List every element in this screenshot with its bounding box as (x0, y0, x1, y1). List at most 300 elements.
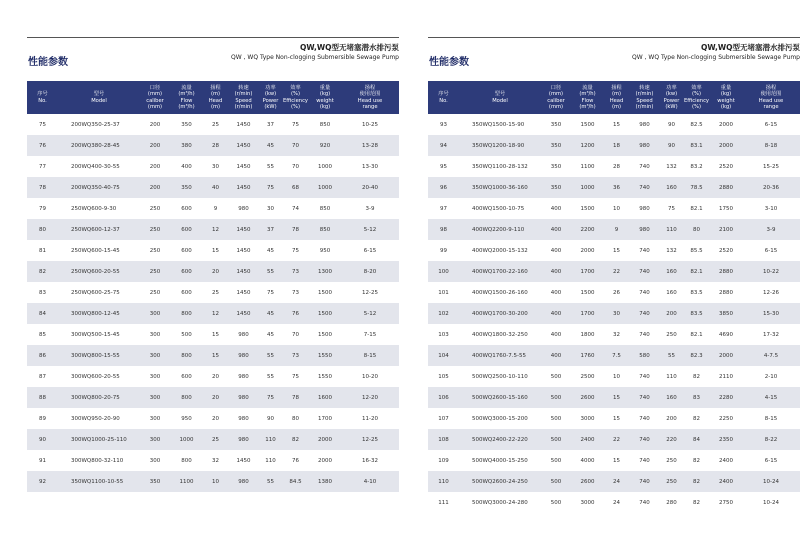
cell-head: 20 (212, 394, 219, 401)
header-line: Model (492, 97, 508, 104)
cell-power: 55 (267, 163, 274, 170)
header-line: (kg) (720, 104, 732, 110)
header-rule (27, 37, 399, 38)
header-caliber (140, 81, 170, 114)
cell-power: 200 (666, 415, 677, 422)
cell-caliber: 400 (550, 268, 562, 275)
cell-model: 500WQ2500-10-110 (472, 373, 528, 380)
cell-caliber: 200 (149, 142, 161, 149)
header-line: 流量 (582, 84, 593, 91)
cell-model: 300WQ800-32-110 (71, 457, 124, 464)
cell-speed: 740 (639, 478, 650, 485)
cell-head: 32 (212, 457, 219, 464)
product-title-en: QW , WQ Type Non-clogging Submersible Sewage Pump (231, 54, 399, 61)
cell-speed: 980 (238, 478, 249, 485)
table-row (27, 366, 399, 387)
header-line: (m) (611, 91, 622, 97)
cell-head-range: 5-12 (363, 226, 377, 233)
cell-flow: 2200 (580, 226, 595, 233)
cell-power: 55 (267, 352, 274, 359)
cell-weight: 2000 (719, 121, 733, 128)
cell-power: 132 (666, 163, 677, 170)
cell-head: 10 (613, 373, 620, 380)
header-model (459, 81, 541, 114)
header-line: 口径 (149, 84, 161, 91)
cell-efficiency: 74 (292, 205, 299, 212)
section-title: 性能参数 (429, 57, 469, 68)
table-row (27, 240, 399, 261)
cell-caliber: 400 (550, 205, 562, 212)
cell-efficiency: 82 (693, 499, 700, 506)
cell-flow: 600 (181, 226, 192, 233)
cell-weight: 2000 (719, 142, 733, 149)
cell-efficiency: 83.1 (690, 142, 703, 149)
cell-head-range: 10-22 (763, 268, 779, 275)
cell-caliber: 400 (550, 352, 562, 359)
cell-head: 15 (613, 247, 620, 254)
cell-model: 300WQ600-20-55 (71, 373, 120, 380)
cell-no: 89 (39, 415, 46, 422)
cell-power: 110 (265, 457, 276, 464)
cell-flow: 600 (181, 268, 192, 275)
cell-flow: 2500 (580, 373, 595, 380)
cell-speed: 740 (639, 373, 650, 380)
table-row (27, 303, 399, 324)
cell-head: 24 (613, 499, 620, 506)
header-line: 扬程 (364, 84, 376, 91)
cell-head: 15 (212, 247, 219, 254)
cell-weight: 2520 (719, 163, 733, 170)
header-line: 功率 (265, 84, 276, 91)
cell-caliber: 500 (550, 394, 562, 401)
table-row (428, 198, 800, 219)
cell-caliber: 300 (149, 457, 161, 464)
cell-speed: 740 (639, 184, 650, 191)
cell-flow: 3000 (580, 415, 595, 422)
cell-no: 103 (438, 331, 449, 338)
header-head (604, 81, 629, 114)
cell-speed: 980 (238, 373, 249, 380)
cell-no: 79 (39, 205, 46, 212)
cell-no: 91 (39, 457, 46, 464)
cell-no: 75 (39, 121, 46, 128)
table-row (428, 156, 800, 177)
cell-flow: 600 (181, 205, 192, 212)
cell-power: 45 (267, 142, 274, 149)
cell-efficiency: 85.5 (690, 247, 703, 254)
cell-efficiency: 82.1 (690, 268, 703, 275)
cell-power: 160 (666, 184, 677, 191)
cell-head: 9 (614, 226, 619, 233)
cell-flow: 1100 (580, 163, 595, 170)
cell-head: 15 (613, 121, 620, 128)
cell-head-range: 13-28 (362, 142, 378, 149)
cell-flow: 2000 (580, 247, 595, 254)
cell-head-range: 15-25 (763, 163, 779, 170)
cell-head-range: 12-25 (362, 436, 378, 443)
header-line: Speed (636, 97, 653, 104)
cell-caliber: 400 (550, 310, 562, 317)
cell-no: 108 (438, 436, 449, 443)
cell-weight: 1600 (318, 394, 332, 401)
cell-model: 350WQ1200-18-90 (472, 142, 525, 149)
header-line: (r/min) (234, 104, 253, 110)
cell-head-range: 8-22 (764, 436, 778, 443)
cell-power: 75 (267, 394, 274, 401)
header-line: weight (717, 97, 735, 104)
header-head-range (341, 81, 399, 114)
cell-head: 26 (613, 289, 620, 296)
cell-efficiency: 70 (292, 331, 299, 338)
cell-weight: 3850 (719, 310, 733, 317)
cell-head-range: 10-24 (763, 478, 779, 485)
cell-speed: 1450 (236, 184, 251, 191)
cell-head: 7.5 (612, 352, 621, 359)
cell-head-range: 15-30 (763, 310, 779, 317)
header-line: (%) (291, 104, 300, 110)
table-row (428, 303, 800, 324)
cell-weight: 2350 (719, 436, 733, 443)
header-line: 型号 (93, 91, 105, 97)
cell-head-range: 16-32 (362, 457, 378, 464)
cell-caliber: 350 (550, 184, 562, 191)
cell-efficiency: 83.5 (690, 289, 703, 296)
cell-speed: 740 (639, 436, 650, 443)
cell-efficiency: 82.1 (690, 205, 703, 212)
cell-head: 28 (212, 142, 219, 149)
cell-model: 300WQ500-15-45 (71, 331, 120, 338)
cell-model: 350WQ1100-10-55 (71, 478, 124, 485)
cell-head-range: 4-10 (363, 478, 377, 485)
cell-caliber: 500 (550, 457, 562, 464)
cell-speed: 980 (639, 226, 650, 233)
cell-weight: 1300 (318, 268, 332, 275)
product-title-cn: QW,WQ型无堵塞潜水排污泵 (700, 43, 800, 52)
cell-no: 80 (39, 226, 46, 233)
cell-caliber: 300 (149, 352, 161, 359)
cell-power: 37 (267, 121, 274, 128)
cell-power: 90 (668, 121, 675, 128)
cell-speed: 740 (639, 310, 650, 317)
cell-weight: 2100 (719, 226, 733, 233)
cell-head-range: 20-36 (763, 184, 779, 191)
table-row (428, 135, 800, 156)
cell-caliber: 400 (550, 247, 562, 254)
cell-model: 250WQ600-25-75 (71, 289, 120, 296)
cell-caliber: 350 (550, 121, 562, 128)
header-line: 转速 (238, 84, 249, 91)
cell-speed: 740 (639, 394, 650, 401)
cell-no: 93 (440, 121, 447, 128)
cell-flow: 1700 (580, 268, 595, 275)
cell-caliber: 250 (149, 226, 161, 233)
header-line: 序号 (37, 91, 48, 97)
header-line: (kW) (264, 104, 277, 110)
cell-efficiency: 82 (693, 415, 700, 422)
cell-head-range: 3-9 (365, 205, 375, 212)
cell-efficiency: 82 (292, 436, 299, 443)
cell-speed: 1450 (236, 163, 251, 170)
cell-model: 500WQ2400-22-220 (472, 436, 528, 443)
table-row (27, 114, 399, 135)
cell-power: 55 (668, 352, 675, 359)
cell-flow: 4000 (580, 457, 595, 464)
cell-flow: 3000 (580, 499, 595, 506)
cell-head: 25 (212, 289, 219, 296)
cell-head: 28 (613, 163, 620, 170)
cell-flow: 600 (181, 289, 192, 296)
cell-no: 86 (39, 352, 46, 359)
header-line: No. (38, 97, 47, 104)
header-line: (mm) (548, 91, 564, 97)
cell-model: 500WQ3000-24-280 (472, 499, 528, 506)
cell-head-range: 8-18 (764, 142, 778, 149)
product-title-en: QW , WQ Type Non-clogging Submersible Sewage Pump (632, 54, 800, 61)
cell-weight: 1000 (318, 163, 332, 170)
cell-model: 500WQ4000-15-250 (472, 457, 528, 464)
table-row (428, 492, 800, 513)
cell-model: 250WQ600-20-55 (71, 268, 120, 275)
cell-weight: 2000 (719, 352, 733, 359)
cell-head: 25 (212, 121, 219, 128)
cell-model: 400WQ1500-10-75 (472, 205, 525, 212)
header-line: (m³/h) (579, 104, 596, 110)
cell-flow: 500 (181, 331, 192, 338)
cell-power: 90 (668, 142, 675, 149)
cell-power: 30 (267, 205, 274, 212)
cell-no: 77 (39, 163, 46, 170)
cell-power: 160 (666, 289, 677, 296)
table-row (27, 450, 399, 471)
cell-no: 82 (39, 268, 46, 275)
header-line: Head (208, 97, 223, 104)
cell-no: 105 (438, 373, 449, 380)
cell-no: 84 (39, 310, 46, 317)
cell-weight: 950 (319, 247, 331, 254)
header-model (58, 81, 140, 114)
header-line: 型号 (494, 91, 506, 97)
cell-no: 87 (39, 373, 46, 380)
cell-flow: 2400 (580, 436, 595, 443)
cell-efficiency: 68 (292, 184, 299, 191)
cell-head-range: 6-15 (764, 457, 778, 464)
cell-weight: 2880 (719, 184, 733, 191)
cell-flow: 800 (181, 394, 192, 401)
cell-head: 30 (212, 163, 219, 170)
cell-model: 400WQ1800-32-250 (472, 331, 528, 338)
cell-weight: 1750 (719, 205, 733, 212)
cell-no: 85 (39, 331, 46, 338)
cell-flow: 1760 (580, 352, 595, 359)
cell-caliber: 300 (149, 373, 161, 380)
cell-flow: 1000 (580, 184, 595, 191)
cell-speed: 980 (238, 205, 249, 212)
cell-power: 160 (666, 268, 677, 275)
cell-head: 10 (613, 205, 620, 212)
table-row (27, 261, 399, 282)
header-line: Head (609, 97, 624, 104)
cell-caliber: 500 (550, 436, 562, 443)
cell-flow: 800 (181, 457, 192, 464)
cell-model: 400WQ1700-30-200 (472, 310, 528, 317)
cell-head-range: 8-15 (764, 415, 778, 422)
header-line: (kw) (665, 91, 678, 97)
cell-flow: 380 (181, 142, 192, 149)
cell-speed: 980 (238, 331, 249, 338)
cell-weight: 1380 (318, 478, 332, 485)
cell-model: 350WQ1100-28-132 (472, 163, 528, 170)
cell-caliber: 500 (550, 478, 562, 485)
cell-head-range: 3-10 (764, 205, 778, 212)
cell-power: 132 (666, 247, 677, 254)
cell-speed: 1450 (236, 289, 251, 296)
cell-flow: 1000 (179, 436, 194, 443)
cell-power: 75 (267, 289, 274, 296)
cell-head-range: 12-20 (362, 394, 378, 401)
cell-head: 9 (213, 205, 218, 212)
header-line: Model (91, 97, 107, 104)
cell-caliber: 400 (550, 226, 562, 233)
cell-caliber: 300 (149, 310, 161, 317)
cell-speed: 740 (639, 331, 650, 338)
cell-caliber: 200 (149, 163, 161, 170)
header-line: Power (663, 97, 680, 104)
header-line: 效率 (691, 84, 702, 91)
cell-head: 15 (212, 352, 219, 359)
cell-no: 101 (438, 289, 449, 296)
cell-flow: 350 (181, 184, 192, 191)
cell-head: 12 (212, 310, 219, 317)
cell-model: 400WQ2200-9-110 (472, 226, 525, 233)
cell-caliber: 300 (149, 394, 161, 401)
cell-head-range: 8-15 (363, 352, 377, 359)
cell-head: 22 (613, 436, 620, 443)
cell-head: 15 (613, 457, 620, 464)
cell-head: 12 (212, 226, 219, 233)
cell-flow: 1100 (179, 478, 194, 485)
header-line: Power (262, 97, 279, 104)
table-row (27, 156, 399, 177)
cell-head: 10 (212, 478, 219, 485)
cell-no: 88 (39, 394, 46, 401)
cell-model: 500WQ2600-24-250 (472, 478, 528, 485)
cell-weight: 2520 (719, 247, 733, 254)
header-line: (m³/h) (178, 91, 195, 97)
cell-efficiency: 75 (292, 373, 299, 380)
cell-speed: 740 (639, 247, 650, 254)
header-rule (428, 37, 800, 38)
cell-speed: 1450 (236, 142, 251, 149)
cell-efficiency: 78.5 (690, 184, 703, 191)
header-line: (kW) (665, 104, 678, 110)
header-line: caliber (547, 97, 565, 104)
table-header (428, 81, 800, 114)
cell-head-range: 6-15 (764, 247, 778, 254)
header-line: (r/min) (635, 104, 654, 110)
cell-flow: 800 (181, 310, 192, 317)
header-weight (309, 81, 341, 114)
header-line: (m) (210, 91, 221, 97)
cell-efficiency: 80 (693, 226, 700, 233)
cell-efficiency: 75 (292, 247, 299, 254)
cell-head: 25 (212, 436, 219, 443)
header-line: range (362, 104, 378, 110)
cell-head: 24 (613, 478, 620, 485)
left-page (27, 0, 399, 544)
cell-flow: 1800 (580, 331, 595, 338)
header-line: (%) (692, 104, 701, 110)
table-row (428, 429, 800, 450)
header-line: (kg) (720, 91, 732, 97)
cell-model: 250WQ600-12-37 (71, 226, 120, 233)
cell-efficiency: 82 (693, 457, 700, 464)
cell-power: 55 (267, 478, 274, 485)
cell-weight: 2000 (318, 457, 332, 464)
cell-caliber: 500 (550, 415, 562, 422)
cell-efficiency: 83.5 (690, 310, 703, 317)
cell-weight: 850 (319, 226, 331, 233)
header-no (27, 81, 58, 114)
table-row (27, 387, 399, 408)
cell-weight: 850 (319, 205, 331, 212)
header-line: (mm) (147, 104, 163, 110)
cell-speed: 740 (639, 499, 650, 506)
table-row (428, 450, 800, 471)
cell-no: 99 (440, 247, 447, 254)
cell-efficiency: 82.5 (690, 121, 703, 128)
header-line: 使用范围 (760, 91, 782, 97)
cell-power: 220 (666, 436, 677, 443)
header-line: 扬程 (210, 84, 221, 91)
table-row (428, 387, 800, 408)
cell-model: 400WQ1700-22-160 (472, 268, 528, 275)
cell-efficiency: 84.5 (289, 478, 302, 485)
header-line: 重量 (720, 84, 732, 91)
header-line: (r/min) (635, 91, 654, 97)
cell-no: 94 (440, 142, 447, 149)
cell-speed: 980 (238, 436, 249, 443)
cell-power: 75 (668, 205, 675, 212)
header-line: Efficiency (684, 97, 709, 104)
cell-speed: 740 (639, 415, 650, 422)
cell-efficiency: 75 (292, 121, 299, 128)
cell-efficiency: 70 (292, 142, 299, 149)
cell-model: 400WQ1760-7.5-55 (472, 352, 526, 359)
cell-weight: 1500 (318, 331, 332, 338)
cell-head-range: 12-26 (763, 289, 779, 296)
table-row (428, 408, 800, 429)
cell-no: 109 (438, 457, 449, 464)
cell-model: 200WQ350-25-37 (71, 121, 120, 128)
cell-speed: 980 (639, 142, 650, 149)
header-line: 流量 (181, 84, 192, 91)
cell-speed: 1450 (236, 457, 251, 464)
header-line: (m³/h) (579, 91, 596, 97)
cell-weight: 1000 (318, 184, 332, 191)
cell-efficiency: 82 (693, 373, 700, 380)
header-line: 转速 (639, 84, 650, 91)
cell-head-range: 13-30 (362, 163, 378, 170)
cell-model: 300WQ800-15-55 (71, 352, 120, 359)
table-row (27, 282, 399, 303)
table-row (27, 135, 399, 156)
cell-flow: 600 (181, 373, 192, 380)
table-row (428, 114, 800, 135)
cell-speed: 740 (639, 457, 650, 464)
table-row (428, 324, 800, 345)
table-row (428, 240, 800, 261)
cell-weight: 920 (319, 142, 331, 149)
